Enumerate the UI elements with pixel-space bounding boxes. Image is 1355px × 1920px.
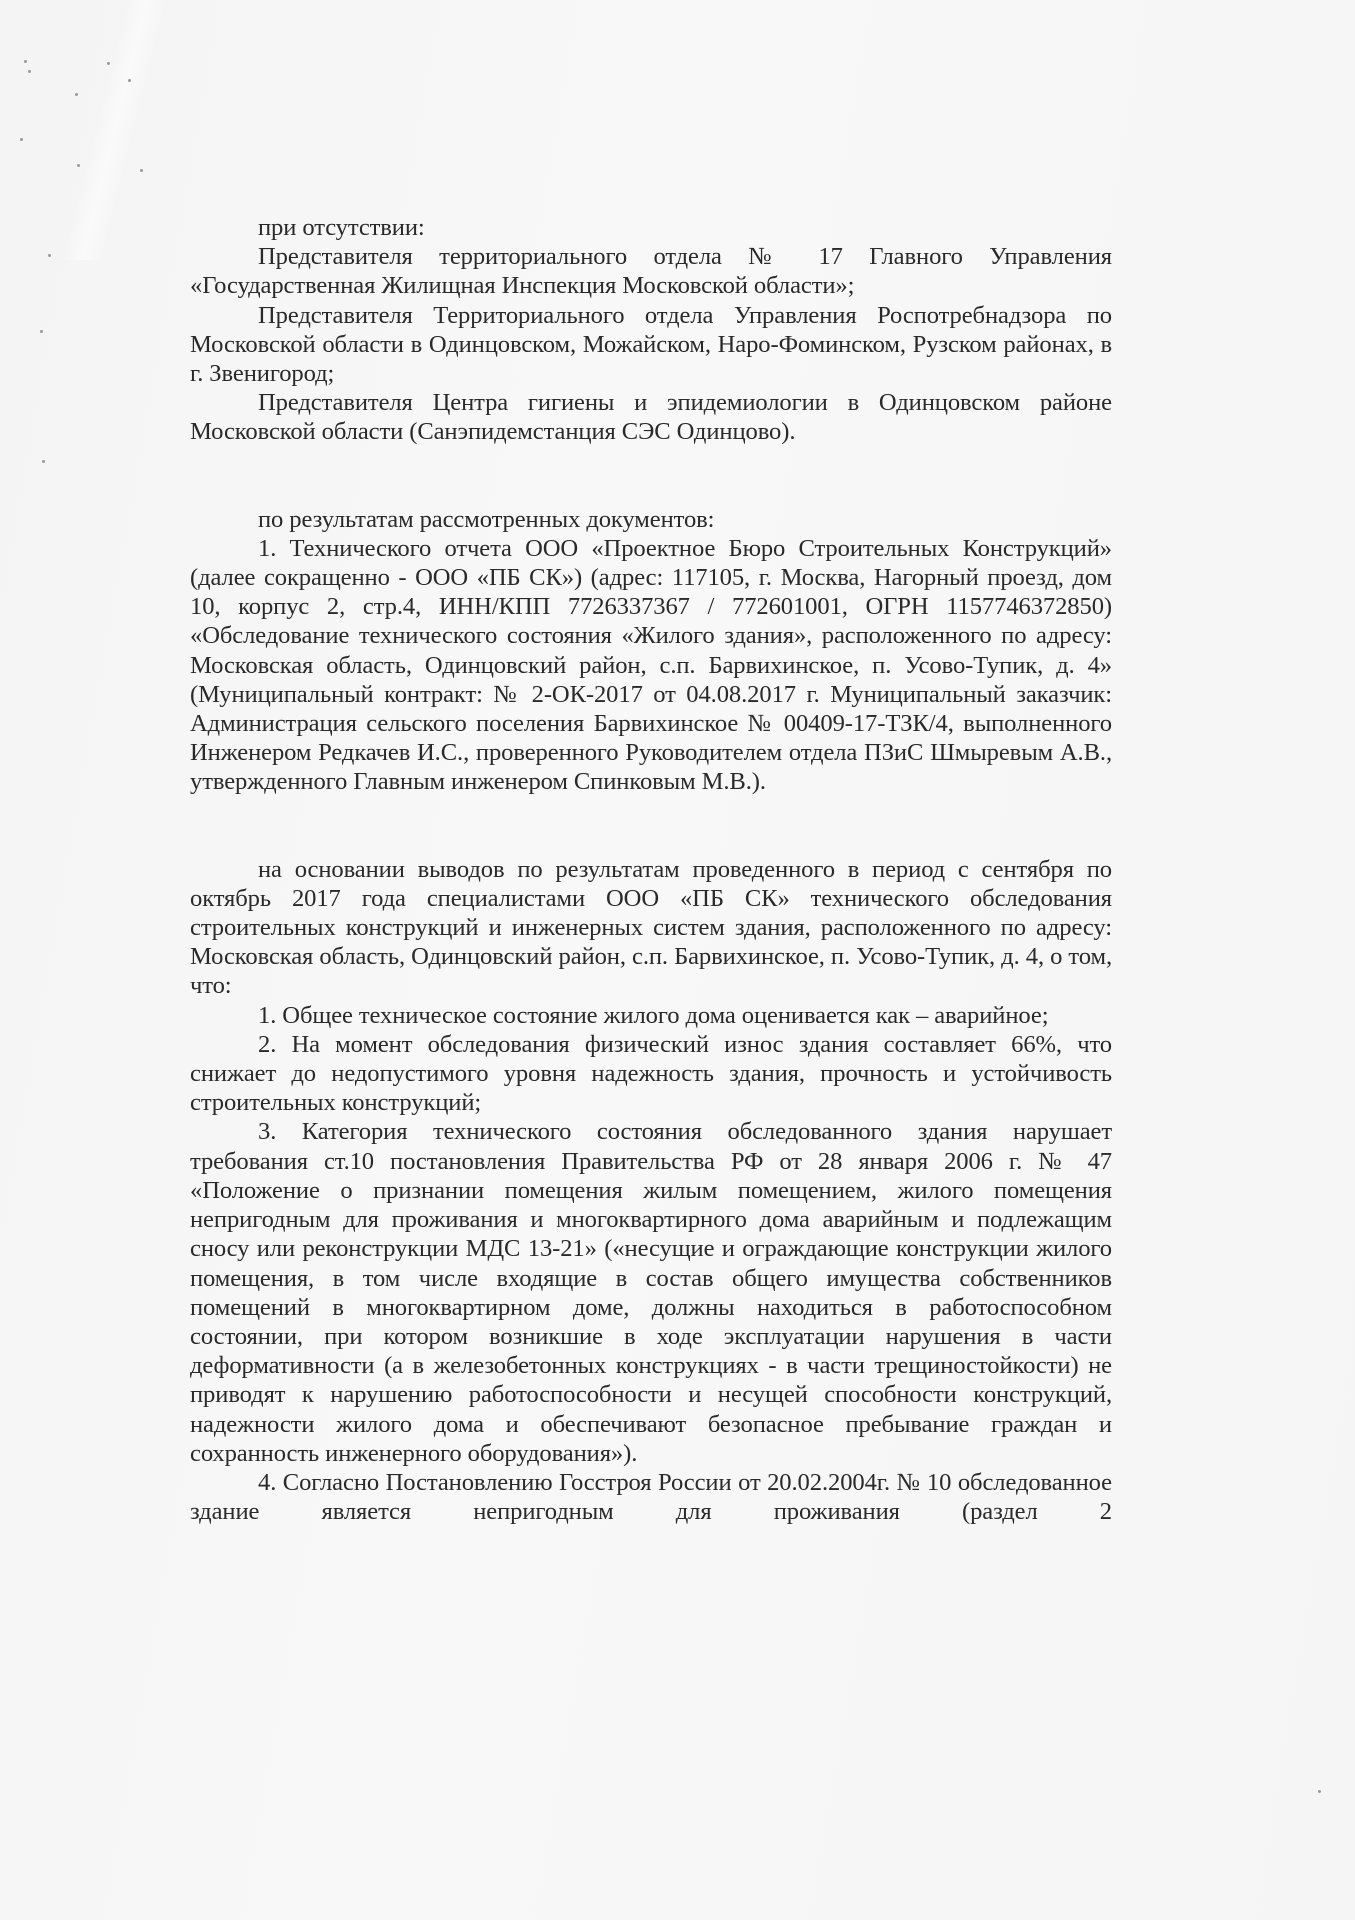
conclusion-item: 4. Согласно Постановлению Госстроя России от 20.02.2004г. № 10 обследованное здание является непригодным для проживания (раздел 2 (190, 1468, 1112, 1526)
paper-crease (63, 0, 168, 260)
scan-speck (24, 60, 27, 63)
scan-speck (128, 79, 131, 82)
conclusion-item: 3. Категория технического состояния обследованного здания нарушает требования ст.10 постановления Правительства РФ от 28 января 2006 г. № 47 «Положение о признании помещения жилым помещением, жилого помещения непригодным для проживания и многоквартирного дома аварийным и подлежащим сносу или реконструкции МДС 13-21» («несущие и ограждающие конструкции жилого помещения, в том числе входящие в состав общего имущества собственников помещений в многоквартирном доме, должны находиться в работоспособном состоянии, при котором возникшие в ходе эксплуатации нарушения в части деформативности (а в железобетонных конструкциях - в части трещиностойкости) не приводят к нарушению работоспособности и несущей способности конструкций, надежности жилого дома и обеспечивают безопасное пребывание граждан и сохранность инженерного оборудования»). (190, 1118, 1112, 1467)
absence-item: Представителя Территориального отдела Управления Роспотребнадзора по Московской области в Одинцовском, Можайском, Наро-Фоминском, Рузском районах, в г. Звенигород; (190, 301, 1112, 388)
scan-speck (42, 460, 45, 463)
scan-speck (77, 164, 80, 167)
scan-speck (48, 254, 51, 257)
document-body (190, 213, 1112, 1526)
documents-item: 1. Технического отчета ООО «Проектное Бюро Строительных Конструкций» (далее сокращенно - ООО «ПБ СК») (адрес: 117105, г. Москва, Нагорный проезд, дом 10, корпус 2, стр.4, ИНН/КПП 7726337367 / 772601001, ОГРН 1157746372850) «Обследование технического состояния «Жилого здания», расположенного по адресу: Московская область, Одинцовский район, с.п. Барвихинское, п. Усово-Тупик, д. 4» (Муниципальный контракт: № 2-ОК-2017 от 04.08.2017 г. Муниципальный заказчик: Администрация сельского поселения Барвихинское № 00409-17-ТЗК/4, выполненного Инженером Редкачев И.С., проверенного Руководителем отдела ПЗиС Шмыревым А.В., утвержденного Главным инженером Спинковым М.В.). (190, 534, 1112, 796)
scan-speck (40, 330, 43, 333)
scan-speck (140, 169, 143, 172)
absence-item: Представителя территориального отдела № 17 Главного Управления «Государственная Жилищная Инспекция Московской области»; (190, 243, 1112, 300)
conclusion-item: 1. Общее техническое состояние жилого дома оценивается как – аварийное; (258, 1001, 1049, 1029)
scan-speck (20, 138, 23, 141)
scan-speck (107, 62, 110, 65)
scan-speck (1318, 1790, 1321, 1793)
conclusion-item: 2. На момент обследования физический износ здания составляет 66%, что снижает до недопустимого уровня надежность здания, прочность и устойчивость строительных конструкций; (190, 1030, 1112, 1117)
absence-item: Представителя Центра гигиены и эпидемиологии в Одинцовском районе Московской области (Санэпидемстанция СЭС Одинцово). (190, 389, 1112, 446)
absence-intro: при отсутствии: (258, 214, 425, 241)
scan-speck (28, 70, 31, 73)
scan-speck (75, 93, 78, 96)
documents-intro: по результатам рассмотренных документов: (258, 505, 715, 533)
conclusions-intro: на основании выводов по результатам проведенного в период с сентября по октябрь 2017 года специалистами ООО «ПБ СК» технического обследования строительных конструкций и инженерных систем здания, расположенного по адресу: Московская область, Одинцовский район, с.п. Барвихинское, п. Усово-Тупик, д. 4, о том, что: (190, 855, 1112, 1000)
